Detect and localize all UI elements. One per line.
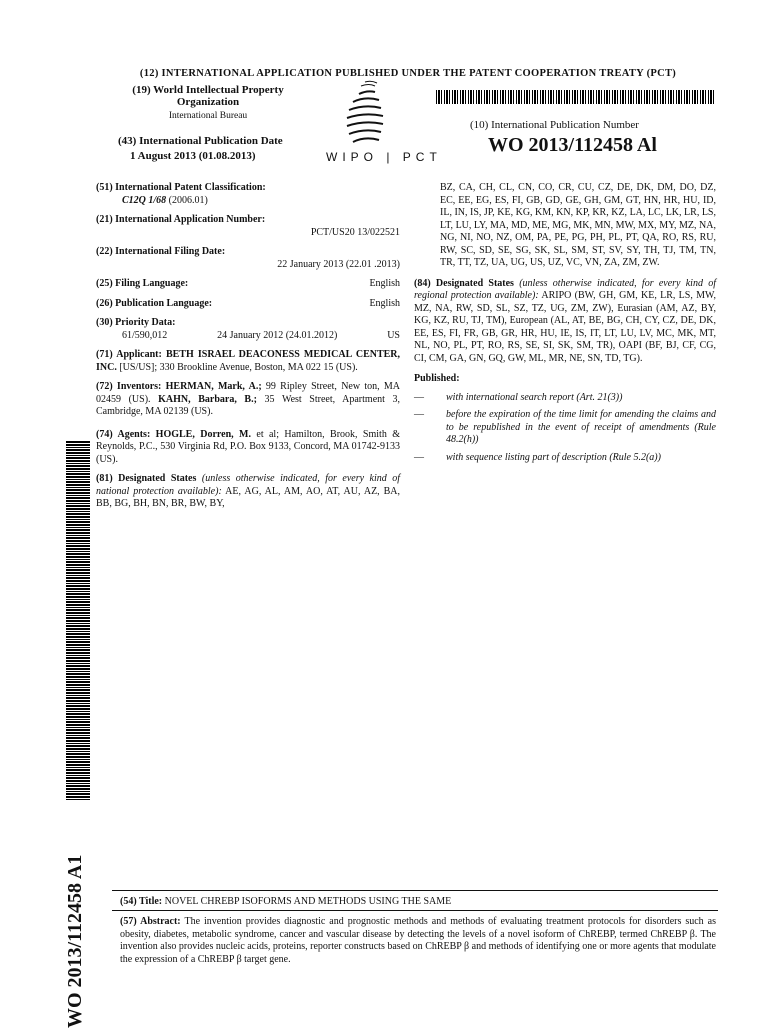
inventor-2-name: KAHN, Barbara, B.; (158, 393, 257, 405)
abstract-block (120, 916, 716, 966)
national-states-note: (unless otherwise indicated, for every kind of national protection available): (96, 473, 401, 497)
inventor-1-name: HERMAN, Mark, A.; (165, 381, 262, 392)
published-label: Published: (414, 373, 460, 384)
agent-name: HOGLE, Dorren, M. (155, 428, 251, 440)
bureau-name: International Bureau (168, 111, 248, 121)
published-item-text: with international search report (Art. 21(3)) (446, 391, 623, 403)
pub-number: WO 2013/112458 Al (488, 134, 657, 156)
left-column (96, 182, 400, 511)
published-item-text: with sequence listing part of description (Rule 5.2(a)) (446, 451, 661, 463)
divider (112, 890, 718, 891)
pub-number-label: (10) International Publication Number (470, 119, 639, 131)
inventors-label: (72) Inventors: (96, 381, 162, 392)
barcode-side (66, 440, 90, 800)
priority-app-number: 61/590,012 (122, 329, 168, 341)
document-header: (12) INTERNATIONAL APPLICATION PUBLISHED UNDER THE PATENT COOPERATION TREATY (PCT) (139, 68, 677, 79)
pub-date: 1 August 2013 (01.08.2013) (130, 150, 256, 162)
filing-date: 22 January 2013 (22.01 .2013) (277, 258, 400, 270)
regional-states-note: (unless otherwise indicated, for every kind of regional protection available): (414, 277, 716, 301)
abstract-text: The invention provides diagnostic and prognostic methods and methods of evaluating treatment protocols for disorders such as obesity, diabetes, metabolic syndrome, cancer and vascular disease by detecting the levels of a novel isoform of ChREBP, termed ChREBP β. The invention also provides nucleic acids, proteins, reporter constructs based on ChREBP β and methods of identifying one or more agents that modulate the expression of a ChREBP β target gene. (120, 916, 716, 965)
agents-label: (74) Agents: (96, 428, 151, 440)
divider (112, 910, 718, 911)
published-item-dash: — (414, 409, 424, 420)
pub-date-label: (43) International Publication Date (118, 135, 283, 147)
filing-date-label: (22) International Filing Date: (96, 246, 226, 257)
published-item-text: before the expiration of the time limit for amending the claims and to be republished in the event of receipt of amendments (Rule 48.2(h)) (446, 409, 716, 445)
priority-country: US (387, 329, 400, 341)
barcode-top (436, 90, 716, 104)
applicant-label: (71) Applicant: (96, 349, 162, 360)
office-name-line1: (19) World Intellectual Property (132, 84, 284, 96)
publication-language: English (369, 297, 400, 309)
office-name-line2: Organization (176, 96, 240, 108)
inventors-block (96, 381, 400, 419)
app-number: PCT/US20 13/022521 (310, 226, 400, 238)
office-name (108, 84, 308, 121)
filing-language: English (369, 278, 400, 289)
wipo-logo-icon (335, 80, 395, 150)
inventor-2-address: 35 West Street, Apartment 3, Cambridge, MA 02139 (US). (96, 393, 401, 417)
national-states-continued: BZ, CA, CH, CL, CN, CO, CR, CU, CZ, DE, DK, DM, DO, DZ, EC, EE, EG, ES, FI, GB, GD, GE, GH, GM, GT, HN, HR, HU, ID, IL, IN, IS, JP, KE, KG, KM, KN, KP, KR, KZ, LA, LC, LK, LR, LS, LT, LU, LY, MA, MD, ME, MG, MK, MN, MW, MX, MY, MZ, NA, NG, NI, NO, NZ, OM, PA, PE, PG, PH, PL, PT, QA, RO, RS, RU, RW, SC, SD, SE, SG, SK, SL, SM, ST, SV, SY, TH, TJ, TM, TN, TR, TT, TZ, UA, UG, US, UZ, VC, VN, ZA, ZM, ZW. (440, 182, 716, 268)
regional-states-label: (84) Designated States (414, 277, 514, 289)
side-publication-number (60, 800, 100, 1030)
national-states-list: AE, AG, AL, AM, AO, AT, AU, AZ, BA, BB, BG, BH, BN, BR, BW, BY, (96, 485, 400, 509)
applicant-block (96, 349, 400, 374)
national-states-block (96, 473, 400, 511)
regional-states-list: ARIPO (BW, GH, GM, KE, LR, LS, MW, MZ, NA, RW, SD, SL, SZ, TZ, UG, ZM, ZW), Eurasian (AM, AZ, BY, KG, KZ, RU, TJ, TM), European (AL, AT, BE, BG, CH, CY, CZ, DE, DK, EE, ES, FI, FR, GB, GR, HR, HU, IE, IS, IT, LT, LU, LV, MC, MK, MT, NL, NO, PL, PT, RO, RS, SE, SI, SK, SM, TR), OAPI (BF, BJ, CF, CG, CI, CM, GA, GN, GQ, GW, ML, MR, NE, SN, TD, TG). (414, 290, 716, 364)
ipc-code: C12Q 1/68 (122, 194, 167, 206)
national-states-label: (81) Designated States (96, 473, 197, 484)
title-label: (54) Title: (120, 896, 163, 907)
published-item-dash: — (414, 451, 424, 463)
published-list (414, 392, 716, 465)
published-item (414, 392, 716, 405)
agents-block (96, 429, 400, 467)
abstract-label: (57) Abstract: (120, 916, 181, 927)
regional-states-block (414, 278, 716, 366)
app-number-label: (21) International Application Number: (96, 214, 266, 225)
published-item (414, 452, 716, 465)
publication-language-label: (26) Publication Language: (96, 297, 213, 309)
published-item (414, 409, 716, 447)
ipc-label: (51) International Patent Classification: (96, 182, 266, 193)
ipc-year: (2006.01) (168, 194, 208, 206)
applicant-address: [US/US]; 330 Brookline Avenue, Boston, MA 022 15 (US). (119, 361, 358, 373)
priority-date: 24 January 2012 (24.01.2012) (217, 329, 338, 341)
wipo-pct-logo: WIPO | PCT (326, 150, 442, 164)
published-item-dash: — (414, 391, 424, 403)
side-publication-number-text: WO 2013/112458 A1 (64, 854, 86, 1028)
inventor-1-address: 99 Ripley Street, New ton, MA 02459 (US). (96, 381, 400, 405)
title-line (120, 896, 716, 909)
agent-address: et al; Hamilton, Brook, Smith & Reynolds, P.C., 530 Virginia Rd, P.O. Box 9133, Concord, MA 01742-9133 (US). (96, 428, 400, 465)
filing-language-label: (25) Filing Language: (96, 278, 189, 289)
applicant-name: BETH ISRAEL DEACONESS MEDICAL CENTER, INC. (96, 349, 401, 373)
priority-data-label: (30) Priority Data: (96, 317, 176, 328)
invention-title: NOVEL CHREBP ISOFORMS AND METHODS USING THE SAME (164, 896, 452, 907)
right-column (414, 182, 716, 464)
